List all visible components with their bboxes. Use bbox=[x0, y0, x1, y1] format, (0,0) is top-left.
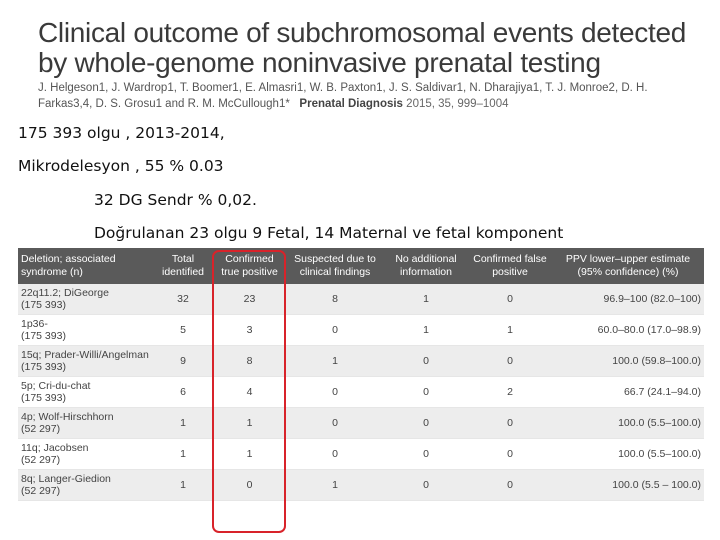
cell-confirmed-tp: 4 bbox=[213, 377, 286, 408]
cell-deletion bbox=[18, 439, 153, 470]
table-row bbox=[18, 377, 704, 408]
cell-ppv: 100.0 (5.5–100.0) bbox=[552, 439, 704, 470]
deletion-name: 1p36- bbox=[21, 318, 48, 330]
journal-ref: 2015, 35, 999–1004 bbox=[406, 98, 509, 110]
deletion-n: (52 297) bbox=[21, 423, 61, 435]
note-digeorge: 32 DG Sendr % 0,02. bbox=[94, 191, 257, 209]
cell-suspected: 0 bbox=[286, 377, 384, 408]
cell-no-info: 1 bbox=[384, 315, 468, 346]
author-list bbox=[38, 80, 698, 112]
cell-suspected: 0 bbox=[286, 408, 384, 439]
cell-suspected: 8 bbox=[286, 284, 384, 315]
cell-no-info: 0 bbox=[384, 346, 468, 377]
deletion-name: 4p; Wolf-Hirschhorn bbox=[21, 411, 114, 423]
deletion-n: (52 297) bbox=[21, 485, 61, 497]
table-row bbox=[18, 346, 704, 377]
cell-total: 32 bbox=[153, 284, 213, 315]
cell-confirmed-fp: 0 bbox=[468, 408, 552, 439]
cell-total: 9 bbox=[153, 346, 213, 377]
deletion-n: (52 297) bbox=[21, 454, 61, 466]
cell-suspected: 1 bbox=[286, 470, 384, 501]
note-microdeletion: Mikrodelesyon , 55 % 0.03 bbox=[18, 157, 224, 175]
cell-confirmed-tp: 1 bbox=[213, 439, 286, 470]
table-header-row bbox=[18, 248, 704, 284]
cell-total: 1 bbox=[153, 439, 213, 470]
cell-confirmed-tp: 0 bbox=[213, 470, 286, 501]
header-confirmed-tp: Confirmed true positive bbox=[213, 248, 286, 284]
header-total: Total identified bbox=[153, 248, 213, 284]
deletion-n: (175 393) bbox=[21, 392, 66, 404]
cell-confirmed-tp: 8 bbox=[213, 346, 286, 377]
header-no-info: No additional information bbox=[384, 248, 468, 284]
cell-no-info: 0 bbox=[384, 408, 468, 439]
cell-total: 6 bbox=[153, 377, 213, 408]
cell-ppv: 60.0–80.0 (17.0–98.9) bbox=[552, 315, 704, 346]
cell-total: 5 bbox=[153, 315, 213, 346]
header-suspected: Suspected due to clinical findings bbox=[286, 248, 384, 284]
deletion-n: (175 393) bbox=[21, 361, 66, 373]
note-confirmed: Doğrulanan 23 olgu 9 Fetal, 14 Maternal ve fetal komponent bbox=[94, 224, 564, 242]
cell-confirmed-tp: 3 bbox=[213, 315, 286, 346]
cell-confirmed-fp: 1 bbox=[468, 315, 552, 346]
cell-deletion bbox=[18, 315, 153, 346]
journal-name: Prenatal Diagnosis bbox=[299, 98, 403, 110]
deletion-name: 11q; Jacobsen bbox=[21, 442, 89, 454]
cell-suspected: 0 bbox=[286, 315, 384, 346]
cell-deletion bbox=[18, 408, 153, 439]
cell-ppv: 100.0 (59.8–100.0) bbox=[552, 346, 704, 377]
cell-deletion bbox=[18, 377, 153, 408]
cell-ppv: 66.7 (24.1–94.0) bbox=[552, 377, 704, 408]
results-table bbox=[18, 248, 704, 501]
cell-ppv: 96.9–100 (82.0–100) bbox=[552, 284, 704, 315]
cell-confirmed-fp: 0 bbox=[468, 470, 552, 501]
cell-confirmed-fp: 0 bbox=[468, 284, 552, 315]
cell-no-info: 0 bbox=[384, 439, 468, 470]
journal-citation bbox=[293, 98, 508, 110]
cell-ppv: 100.0 (5.5–100.0) bbox=[552, 408, 704, 439]
cell-deletion bbox=[18, 284, 153, 315]
cell-no-info: 0 bbox=[384, 377, 468, 408]
cell-total: 1 bbox=[153, 470, 213, 501]
deletion-name: 8q; Langer-Giedion bbox=[21, 473, 111, 485]
cell-confirmed-fp: 0 bbox=[468, 346, 552, 377]
highlight-box bbox=[212, 250, 286, 533]
cell-deletion bbox=[18, 470, 153, 501]
cell-confirmed-tp: 23 bbox=[213, 284, 286, 315]
cell-ppv: 100.0 (5.5 – 100.0) bbox=[552, 470, 704, 501]
header-confirmed-fp: Confirmed false positive bbox=[468, 248, 552, 284]
paper-title: Clinical outcome of subchromosomal events detected by whole-genome noninvasive prenatal testing bbox=[38, 17, 687, 78]
cell-confirmed-fp: 0 bbox=[468, 439, 552, 470]
cell-confirmed-tp: 1 bbox=[213, 408, 286, 439]
cell-suspected: 1 bbox=[286, 346, 384, 377]
note-cases: 175 393 olgu , 2013-2014, bbox=[18, 124, 225, 142]
header-ppv: PPV lower–upper estimate (95% confidence) (%) bbox=[552, 248, 704, 284]
cell-total: 1 bbox=[153, 408, 213, 439]
cell-suspected: 0 bbox=[286, 439, 384, 470]
authors-text: J. Helgeson1, J. Wardrop1, T. Boomer1, E. Almasri1, W. B. Paxton1, J. S. Saldivar1, N. Dharajiya1, T. J. Monroe2, D. H. Farkas3,4, D. S. Grosu1 and R. M. McCullough1* bbox=[38, 82, 648, 110]
cell-no-info: 1 bbox=[384, 284, 468, 315]
table-row bbox=[18, 408, 704, 439]
deletion-n: (175 393) bbox=[21, 299, 66, 311]
deletion-name: 15q; Prader-Willi/Angelman bbox=[21, 349, 149, 361]
deletion-name: 22q11.2; DiGeorge bbox=[21, 287, 109, 299]
table-row bbox=[18, 439, 704, 470]
table-row bbox=[18, 284, 704, 315]
cell-no-info: 0 bbox=[384, 470, 468, 501]
header-deletion: Deletion; associated syndrome (n) bbox=[18, 248, 153, 284]
table-row bbox=[18, 470, 704, 501]
deletion-n: (175 393) bbox=[21, 330, 66, 342]
table-row bbox=[18, 315, 704, 346]
cell-deletion bbox=[18, 346, 153, 377]
cell-confirmed-fp: 2 bbox=[468, 377, 552, 408]
deletion-name: 5p; Cri-du-chat bbox=[21, 380, 91, 392]
